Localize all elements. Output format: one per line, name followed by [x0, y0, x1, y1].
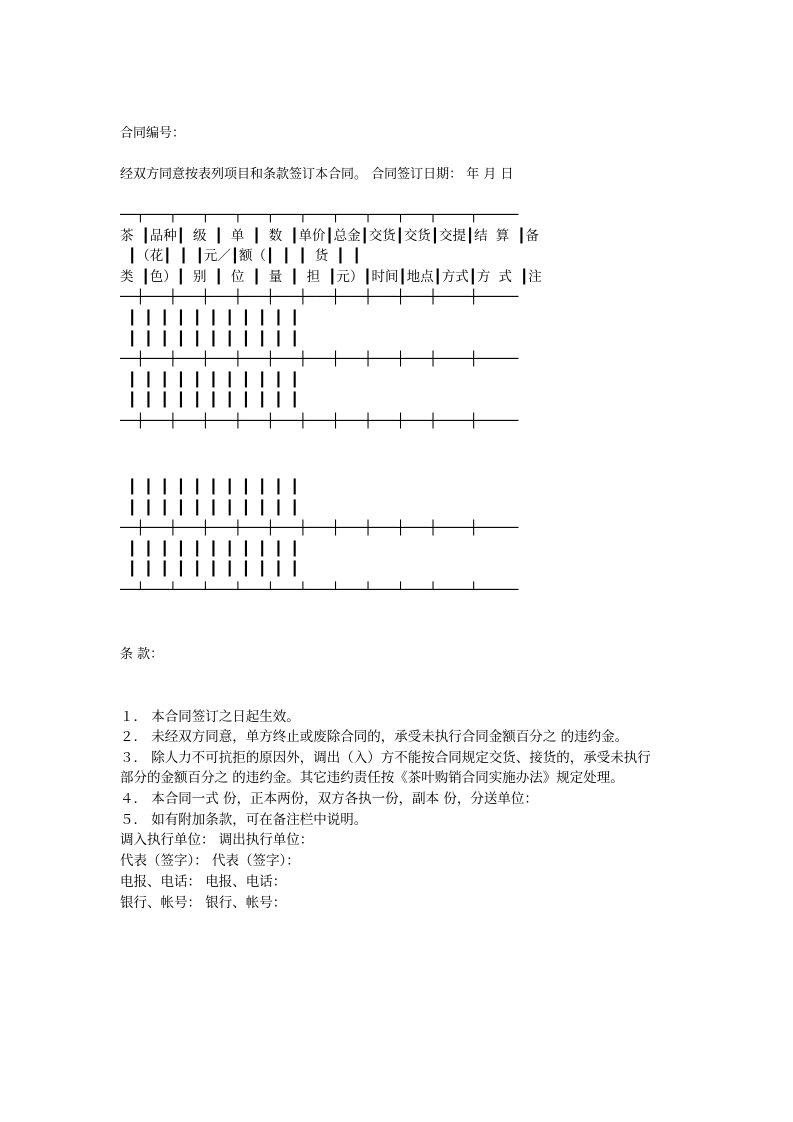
table-row: ┃ ┃ ┃ ┃ ┃ ┃ ┃ ┃ ┃ ┃ ┃: [120, 392, 299, 409]
table-row: ──┼───┼───┼───┼───┼───┼───┼───┼───┼───┼────┼─────: [120, 351, 519, 368]
clause-5: ５． 如有附加条款，可在备注栏中说明。: [120, 812, 368, 828]
table-row: ┃ ┃ ┃ ┃ ┃ ┃ ┃ ┃ ┃ ┃ ┃: [120, 561, 299, 578]
goods-table-bottom: [120, 477, 518, 601]
table-row: ──┼───┼───┼───┼───┼───┼───┼───┼───┼───┼────┼─────: [120, 412, 519, 429]
table-header-row: ┃（花┃ ┃ ┃元／┃额（┃ ┃ ┃ 货 ┃ ┃: [120, 248, 361, 265]
table-header-row: 茶 ┃品种┃ 级 ┃ 单 ┃ 数 ┃单价┃总金┃交货┃交货┃交提┃结 算 ┃备: [120, 227, 540, 244]
terms-heading: 条 款：: [120, 647, 164, 662]
table-row: ──┼───┼───┼───┼───┼───┼───┼───┼───┼───┼────┼─────: [120, 289, 519, 306]
clause-1: １． 本合同签订之日起生效。: [120, 709, 300, 725]
telegram-phone-line: 电报、电话： 电报、电话：: [120, 874, 287, 890]
table-header-row: 类 ┃色）┃ 别 ┃ 位 ┃ 量 ┃ 担 ┃元）┃时间┃地点┃方式┃方 式 ┃注: [120, 268, 542, 285]
table-row: ┃ ┃ ┃ ┃ ┃ ┃ ┃ ┃ ┃ ┃ ┃: [120, 479, 299, 495]
table-row: ┃ ┃ ┃ ┃ ┃ ┃ ┃ ┃ ┃ ┃ ┃: [120, 371, 299, 388]
clause-4: ４． 本合同一式 份，正本两份，双方各执一份，副本 份，分送单位：: [120, 791, 538, 807]
table-row: ┃ ┃ ┃ ┃ ┃ ┃ ┃ ┃ ┃ ┃ ┃: [120, 330, 299, 347]
table-row: ┃ ┃ ┃ ┃ ┃ ┃ ┃ ┃ ┃ ┃ ┃: [120, 499, 299, 516]
contract-number-label: 合同编号：: [120, 126, 186, 141]
goods-table-top: [120, 205, 542, 432]
clause-3: ３． 除人力不可抗拒的原因外，调出（入）方不能按合同规定交货、接货的，承受未执行: [120, 750, 651, 766]
execution-units-line: 调入执行单位： 调出执行单位：: [120, 832, 314, 848]
table-row: ┃ ┃ ┃ ┃ ┃ ┃ ┃ ┃ ┃ ┃ ┃: [120, 309, 299, 326]
table-row: ──┬───┬───┬───┬───┬───┬───┬───┬───┬───┬────┬─────: [120, 207, 519, 223]
table-row: ──┼───┼───┼───┼───┼───┼───┼───┼───┼───┼────┼─────: [120, 520, 519, 537]
clause-3-continued: 部分的金额百分之 的违约金。其它违约责任按《茶叶购销合同实施办法》规定处理。: [120, 770, 624, 786]
contract-intro: 经双方同意按表列项目和条款签订本合同。 合同签订日期： 年 月 日: [120, 167, 514, 182]
table-row: ──┴───┴───┴───┴───┴───┴───┴───┴───┴───┴────┴─────: [120, 581, 519, 598]
bank-account-line: 银行、帐号： 银行、帐号：: [120, 895, 287, 911]
representative-signature-line: 代表（签字）： 代表（签字）：: [120, 853, 300, 869]
table-row: ┃ ┃ ┃ ┃ ┃ ┃ ┃ ┃ ┃ ┃ ┃: [120, 540, 299, 557]
clause-2: ２． 未经双方同意，单方终止或废除合同的，承受未执行合同金额百分之 的违约金。: [120, 729, 629, 745]
